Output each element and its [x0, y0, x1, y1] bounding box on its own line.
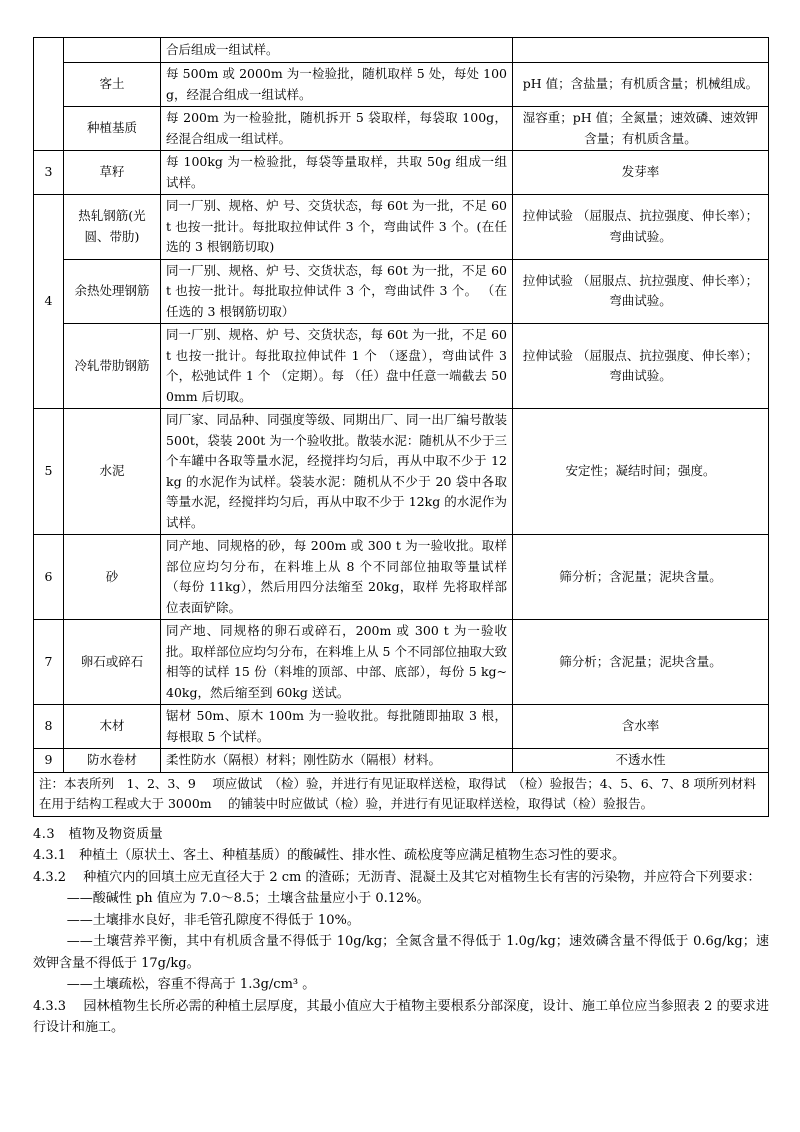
test-items-cell: pH 值；含盐量；有机质含量；机械组成。 [513, 63, 769, 107]
table-row-planting-medium [34, 107, 769, 151]
requirement-bullet-ph: ——酸碱性 ph 值应为 7.0～8.5；土壤含盐量应小于 0.12%。 [66, 891, 430, 906]
table-row-continued [34, 38, 769, 63]
paragraph-4-3-3: 4.3.3 园林植物生长所必需的种植土层厚度，其最小值应大于植物主要根系分部深度，设计、施工单位应当参照表 2 的要求进行设计和施工。 [33, 998, 769, 1035]
section-4-3 [33, 824, 769, 1039]
row-num-cell: 7 [34, 620, 64, 705]
test-items-cell: 拉伸试验 （屈服点、抗拉强度、伸长率）；弯曲试验。 [513, 195, 769, 260]
sampling-method-cell: 同一厂别、规格、炉 号、交货状态，每 60t 为一批，不足 60t 也按一批计。每批取拉伸试件 3 个，弯曲试件 3 个。(在任选的 3 根钢筋切取) [161, 195, 513, 260]
material-name-cell: 草籽 [64, 151, 161, 195]
material-name-cell: 防水卷材 [64, 749, 161, 773]
material-name-cell: 热轧钢筋(光圆、带肋) [64, 195, 161, 260]
table-row-guest-soil [34, 63, 769, 107]
table-row-cement [34, 409, 769, 535]
requirement-bullet-nutrition: ——土壤营养平衡，其中有机质含量不得低于 10g/kg；全氮含量不得低于 1.0g/kg；速效磷含量不得低于 0.6g/kg；速效钾含量不得低于 17g/kg。 [33, 934, 769, 971]
material-name-cell: 种植基质 [64, 107, 161, 151]
sampling-method-cell: 合后组成一组试样。 [161, 38, 513, 63]
row-num-cell: 3 [34, 151, 64, 195]
sampling-method-cell: 每 200m 为一检验批，随机拆开 5 袋取样，每袋取 100g，经混合组成一组试样。 [161, 107, 513, 151]
material-name-cell: 余热处理钢筋 [64, 259, 161, 324]
material-inspection-table [33, 37, 769, 817]
paragraph-4-3-2: 4.3.2 种植穴内的回填土应无直径大于 2 cm 的渣砾；无沥青、混凝土及其它对植物生长有害的污染物，并应符合下列要求： [33, 869, 761, 885]
material-name-cell: 客土 [64, 63, 161, 107]
test-items-cell: 拉伸试验 （屈服点、抗拉强度、伸长率）；弯曲试验。 [513, 324, 769, 409]
sampling-method-cell: 同产地、同规格的卵石或碎石，200m 或 300 t 为一验收批。取样部位应均匀分布，在料堆上从 5 个不同部位抽取大致相等的试样 15 份（料堆的顶部、中部、底部），每份 5 kg~40kg，然后缩至到 60kg 送试。 [161, 620, 513, 705]
sampling-method-cell: 锯材 50m、原木 100m 为一验收批。每批随即抽取 3 根，每根取 5 个试样。 [161, 705, 513, 749]
sampling-method-cell: 每 100kg 为一检验批，每袋等量取样，共取 50g 组成一组试样。 [161, 151, 513, 195]
table-row-note [34, 772, 769, 816]
test-items-cell [513, 38, 769, 63]
sampling-method-cell: 同厂家、同品种、同强度等级、同期出厂、同一出厂编号散装 500t，袋装 200t 为一个验收批。散装水泥：随机从不少于三个车罐中各取等量水泥，经搅拌均匀后，再从中取不少于 12 kg 的水泥作为试样。袋装水泥：随机从不少于 20 袋中各取等量水泥，经搅拌均匀后，再从中取不少于 12kg 的水泥作为试样。 [161, 409, 513, 535]
paragraph-4-3-1: 4.3.1 种植土（原状土、客土、种植基质）的酸碱性、排水性、疏松度等应满足植物生态习性的要求。 [33, 848, 626, 863]
test-items-cell: 筛分析；含泥量；泥块含量。 [513, 535, 769, 620]
test-items-cell: 安定性；凝结时间；强度。 [513, 409, 769, 535]
row-num-cell [34, 38, 64, 151]
table-row-gravel [34, 620, 769, 705]
table-row-cold-rolled-rebar [34, 324, 769, 409]
sampling-method-cell: 同一厂别、规格、炉 号、交货状态，每 60t 为一批，不足 60t 也按一批计。每批取拉伸试件 1 个 （逐盘），弯曲试件 3 个，松弛试件 1 个 （定期）。每 （任）盘中任意一端截去 500mm 后切取。 [161, 324, 513, 409]
row-num-cell: 4 [34, 195, 64, 409]
material-name-cell: 水泥 [64, 409, 161, 535]
row-num-cell: 5 [34, 409, 64, 535]
sampling-method-cell: 柔性防水（隔根）材料；刚性防水（隔根）材料。 [161, 749, 513, 773]
test-items-cell: 拉伸试验 （屈服点、抗拉强度、伸长率）；弯曲试验。 [513, 259, 769, 324]
table-row-grass-seed [34, 151, 769, 195]
table-row-waterproof-membrane [34, 749, 769, 773]
table-row-sand [34, 535, 769, 620]
test-items-cell: 发芽率 [513, 151, 769, 195]
table-row-hot-rolled-rebar [34, 195, 769, 260]
test-items-cell: 不透水性 [513, 749, 769, 773]
sampling-method-cell: 同产地、同规格的砂，每 200m 或 300 t 为一验收批。取样部位应均匀分布，在料堆上从 8 个不同部位抽取等量试样 （每份 11kg），然后用四分法缩至 20kg，取样 先将取样部位表面铲除。 [161, 535, 513, 620]
sampling-method-cell: 每 500m 或 2000m 为一检验批，随机取样 5 处，每处 100g，经混合组成一组试样。 [161, 63, 513, 107]
material-name-cell: 砂 [64, 535, 161, 620]
requirement-bullet-drainage: ——土壤排水良好，非毛管孔隙度不得低于 10%。 [66, 912, 360, 928]
row-num-cell: 6 [34, 535, 64, 620]
section-heading: 4.3 植物及物资质量 [33, 826, 164, 842]
material-name-cell: 冷轧带肋钢筋 [64, 324, 161, 409]
material-name-cell: 卵石或碎石 [64, 620, 161, 705]
table-note-cell: 注：本表所列 1、2、3、9 项应做试 （检）验，并进行有见证取样送检，取得试 （检）验报告；4、5、6、7、8 项所列材料在用于结构工程或大于 3000m 的铺装中时应做试（检）验，并进行有见证取样送检，取得试（检）验报告。 [34, 772, 769, 816]
material-name-cell: 木材 [64, 705, 161, 749]
sampling-method-cell: 同一厂别、规格、炉 号、交货状态，每 60t 为一批，不足 60t 也按一批计。每批取拉伸试件 3 个，弯曲试件 3 个。 （在任选的 3 根钢筋切取） [161, 259, 513, 324]
material-name-cell [64, 38, 161, 63]
test-items-cell: 筛分析；含泥量；泥块含量。 [513, 620, 769, 705]
row-num-cell: 8 [34, 705, 64, 749]
test-items-cell: 含水率 [513, 705, 769, 749]
row-num-cell: 9 [34, 749, 64, 773]
requirement-bullet-looseness: ——土壤疏松，容重不得高于 1.3g/cm³ 。 [66, 977, 316, 992]
table-row-heat-treated-rebar [34, 259, 769, 324]
test-items-cell: 湿容重；pH 值；全氮量；速效磷、速效钾含量；有机质含量。 [513, 107, 769, 151]
table-row-timber [34, 705, 769, 749]
